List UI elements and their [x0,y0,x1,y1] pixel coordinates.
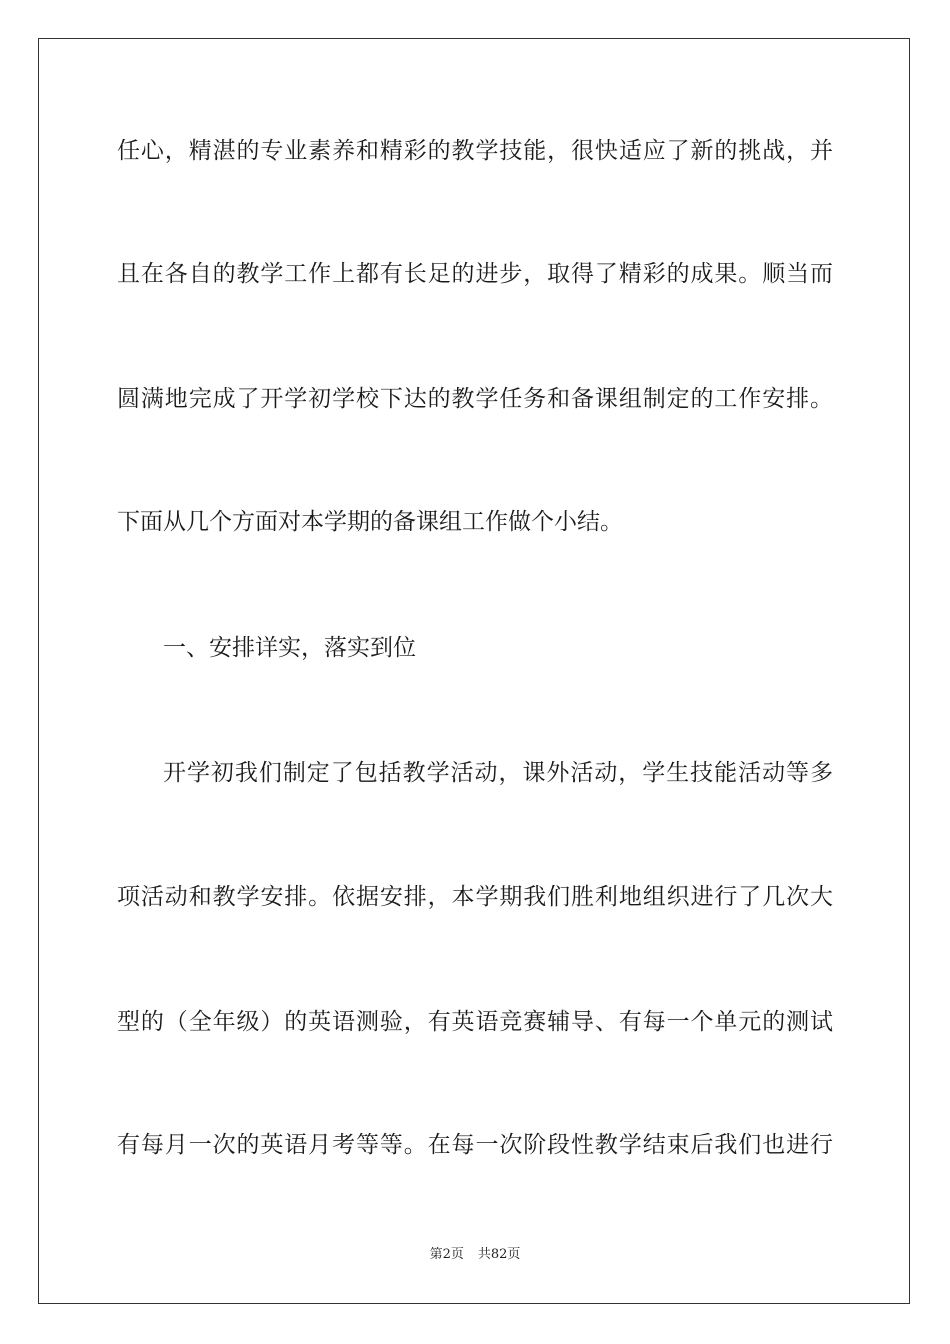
page-border [38,38,910,1304]
body-line: 且在各自的教学工作上都有长足的进步，取得了精彩的成果。顺当而 [117,261,833,287]
body-line: 任心，精湛的专业素养和精彩的教学技能，很快适应了新的挑战，并 [117,138,833,164]
body-line: 圆满地完成了开学初学校下达的教学任务和备课组制定的工作安排。 [117,386,833,412]
body-line: 有每月一次的英语月考等等。在每一次阶段性教学结束后我们也进行 [117,1132,833,1158]
page-number: 第2页 [429,1247,464,1262]
total-pages: 共82页 [477,1247,521,1262]
body-line: 项活动和教学安排。依据安排，本学期我们胜利地组织进行了几次大 [117,884,833,910]
body-line: 型的（全年级）的英语测验，有英语竞赛辅导、有每一个单元的测试 [117,1009,833,1035]
body-line: 下面从几个方面对本学期的备课组工作做个小结。 [117,509,623,535]
body-line: 开学初我们制定了包括教学活动，课外活动，学生技能活动等多 [163,760,833,786]
section-heading: 一、安排详实，落实到位 [163,635,416,661]
page-footer [0,1246,950,1264]
